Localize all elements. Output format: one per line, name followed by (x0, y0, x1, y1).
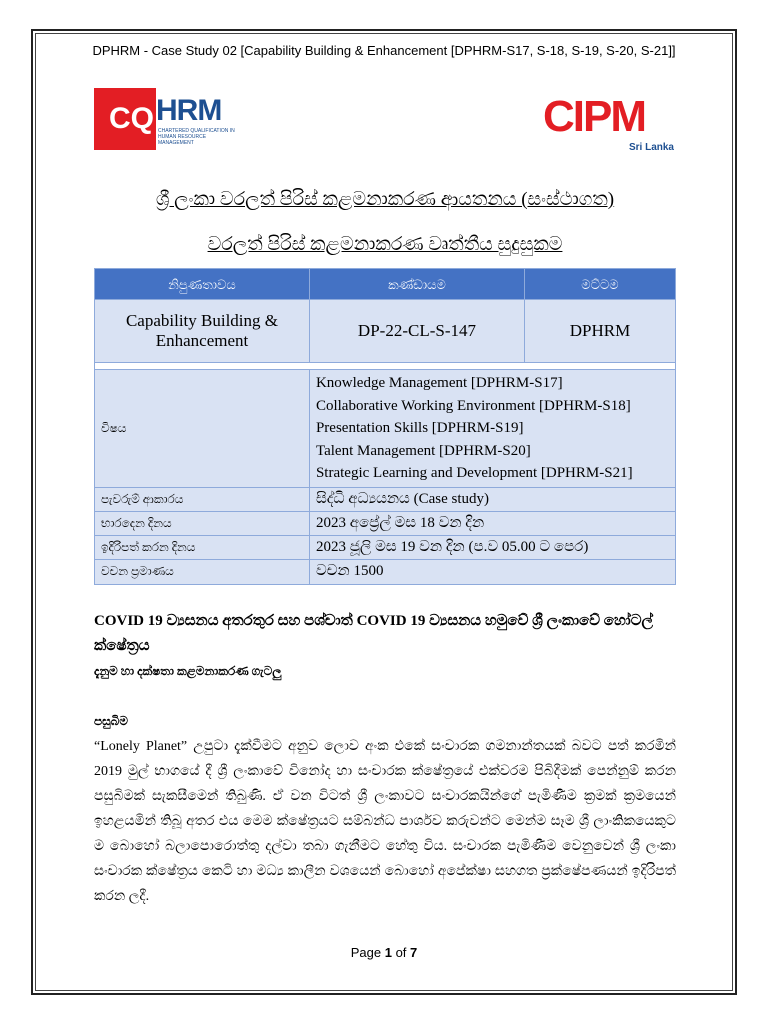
subject-item: Talent Management [DPHRM-S20] (315, 442, 531, 459)
group-value: DP-22-CL-S-147 (309, 300, 524, 363)
assignment-type-value: සිද්ධි අධ්‍යයනය (Case study) (309, 487, 675, 511)
page-header: DPHRM - Case Study 02 [Capability Building & Enhancement [DPHRM-S17, S-18, S-19, S-20, S-21]] (92, 43, 676, 58)
cipm-subtitle: Sri Lanka (628, 142, 674, 153)
subject-list (309, 370, 675, 488)
case-subheading: දැනුම හා දක්ෂතා කළමනාකරණ ගැටලු (94, 663, 282, 678)
page-number (0, 944, 768, 962)
submission-date-value: 2023 ජූලි මස 19 වන දින (ප.ව 05.00 ට පෙර) (309, 535, 675, 559)
total-pages: 7 (410, 945, 418, 960)
cq-subtitle: CHARTERED QUALIFICATION IN HUMAN RESOURCE MANAGEMENT (158, 128, 235, 146)
header-level: මට්ටම (524, 269, 675, 300)
subject-item: Knowledge Management [DPHRM-S17] (315, 375, 563, 391)
case-heading: COVID 19 ව්‍යසනය අතරතුර සහ පශ්චාත් COVID 19 ව්‍යසනය හමුවේ ශ්‍රී ලංකාවේ හෝටල් ක්ෂේත්‍රය (94, 612, 653, 654)
word-count-label: වචන ප්‍රමාණය (95, 559, 310, 584)
cipm-logo (543, 92, 678, 157)
current-page: 1 (384, 945, 392, 960)
case-study-body (94, 609, 676, 909)
assignment-type-label: පැවරුම් ආකාරය (95, 487, 310, 511)
cipm-text: CIPM (543, 92, 645, 141)
spacer-row (95, 363, 676, 370)
header-group: කණ්ඩායම (309, 269, 524, 300)
subject-label: විෂය (95, 370, 310, 488)
submission-date-label: ඉදිරිපත් කරන දිනය (95, 535, 310, 559)
subject-item: Presentation Skills [DPHRM-S19] (315, 420, 524, 436)
competency-value: Capability Building & Enhancement (95, 300, 310, 363)
cqhrm-logo (94, 88, 244, 152)
level-value: DPHRM (524, 300, 675, 363)
subject-item: Collaborative Working Environment [DPHRM-S18] (315, 397, 631, 414)
issue-date-value: 2023 අප්‍රේල් මස 18 වන දින (309, 511, 675, 535)
background-heading: පසුබිම (94, 713, 128, 728)
cq-hrm-text: HRM (156, 94, 222, 127)
cq-mark: CQ (94, 88, 156, 150)
background-paragraph: “Lonely Planet” උපුටා දැක්වීමට අනුව ලොව අංක එකේ සංචාරක ගමනාන්තයක් බවට පත් කරමින් 2019 මුල් භාගයේ දී ශ්‍රී ලංකාවේ විනෝද හා සංචාරක ක්ෂේත්‍රයේ එක්වරම පිබිදීමක් පෙන්නුම් කරන පසුබිමක් සැකසීමෙන් තිබුණි. ඒ වන විටත් ශ්‍රී ලංකාවට සංචාරකයින්ගේ පැමිණීම ක්‍රමක් ක්‍රමයෙන් ඉහළයමින් තිබූ අතර එය මෙම ක්ෂේත්‍රයට සම්බන්ධ පාර්ශව කරුවන්ට මෙන්ම සෑම ශ්‍රී ලාංකිකයෙකුට ම බොහෝ බලාපොරොත්තු දල්වා තබා ගැනීමට හේතු විය. සංචාරක පැමිණීම වෙනුවෙන් ශ්‍රී ලංකා සංචාරක ක්ෂේත්‍රය කෙටි හා මධ්‍ය කාලීන වශයෙන් බොහෝ අපේක්ෂා සහගත ප්‍රක්ෂේපණයන් ඉදිරිපත් කරන ලදී. (94, 738, 676, 904)
qualification-title: වරලත් පිරිස් කළමනාකරණ වෘත්තීය සුදුසුකම (207, 234, 563, 255)
subject-item: Strategic Learning and Development [DPHRM-S21] (315, 465, 633, 481)
institute-title: ශ්‍රී ලංකා වරලත් පිරිස් කළමනාකරණ ආයතනය (සංස්ථාගත) (155, 189, 615, 210)
main-content (94, 187, 676, 909)
issue-date-label: භාරදෙන දිනය (95, 511, 310, 535)
page-of: of (391, 945, 411, 960)
header-competency: නිපුණතාවය (95, 269, 310, 300)
word-count-value: වචන 1500 (309, 559, 675, 584)
assignment-table (94, 268, 676, 585)
page-prefix: Page (350, 945, 385, 960)
